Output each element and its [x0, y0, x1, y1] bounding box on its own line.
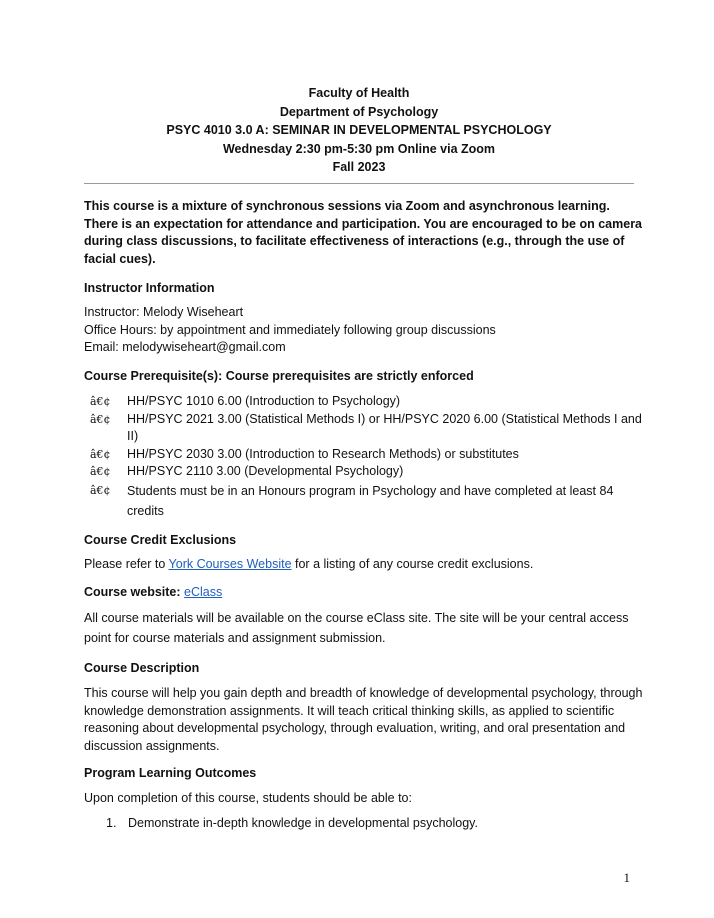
description-heading: Course Description — [84, 661, 200, 675]
department-line: Department of Psychology — [279, 104, 439, 119]
document-header — [84, 84, 634, 177]
bullet-glyph: â€¢ — [90, 395, 111, 408]
list-item: â€¢ Students must be in an Honours program in Psychology and have completed at least 84 credits — [118, 481, 648, 521]
page-number: 1 — [623, 870, 630, 885]
exclusions-paragraph: Please refer to York Courses Website for a listing of any course credit exclusions. — [84, 557, 534, 571]
bullet-glyph: â€¢ — [90, 447, 111, 461]
office-hours: Office Hours: by appointment and immediately following group discussions — [84, 322, 496, 337]
list-item: 1. Demonstrate in-depth knowledge in developmental psychology. — [106, 815, 626, 833]
list-item: â€¢ HH/PSYC 2021 3.00 (Statistical Methods I) or HH/PSYC 2020 6.00 (Statistical Methods I and II) — [90, 411, 642, 444]
instructor-heading: Instructor Information — [84, 281, 215, 295]
list-item: â€¢ HH/PSYC 2030 3.00 (Introduction to Research Methods) or substitutes — [118, 446, 648, 464]
instructor-info — [84, 304, 644, 357]
bullet-glyph: â€¢ — [90, 465, 111, 479]
instructor-name: Instructor: Melody Wiseheart — [84, 305, 244, 319]
instructor-email: Email: melodywiseheart@gmail.com — [84, 340, 286, 355]
intro-paragraph: This course is a mixture of synchronous sessions via Zoom and asynchronous learning. There is an expectation for attendance and participation. You are encouraged to be on camera during class discussions, to facilitate effectiveness of interactions (e.g., through the use of facial cues). — [84, 199, 643, 266]
description-paragraph: This course will help you gain depth and breadth of knowledge of developmental psychology, through knowledge demonstration assignments. It will teach critical thinking skills, as applied to scientific reasoning about developmental psychology, through evaluation, writing, and oral presentation and discussion assignments. — [84, 686, 643, 753]
item-number: 1. — [106, 816, 117, 830]
bullet-glyph: â€¢ — [90, 412, 111, 426]
outcomes-list — [106, 815, 626, 833]
term-line: Fall 2023 — [332, 160, 386, 175]
bullet-glyph: â€¢ — [90, 483, 111, 497]
list-item: â€¢ HH/PSYC 1010 6.00 (Introduction to Psychology) — [118, 393, 648, 411]
schedule-line: Wednesday 2:30 pm-5:30 pm Online via Zoom — [222, 141, 496, 156]
outcomes-heading: Program Learning Outcomes — [84, 766, 257, 780]
course-title: PSYC 4010 3.0 A: SEMINAR IN DEVELOPMENTAL PSYCHOLOGY — [166, 123, 552, 138]
york-courses-link[interactable]: York Courses Website — [168, 557, 292, 571]
exclusions-heading: Course Credit Exclusions — [84, 533, 237, 547]
course-website-line — [84, 584, 644, 602]
course-website-paragraph: All course materials will be available on the course eClass site. The site will be your central access point for course materials and assignment submission. — [84, 611, 629, 645]
outcomes-lead: Upon completion of this course, students should be able to: — [84, 791, 412, 805]
course-website-label: Course website: — [84, 585, 181, 599]
eclass-link[interactable]: eClass — [184, 585, 223, 599]
prerequisites-heading: Course Prerequisite(s): Course prerequisites are strictly enforced — [84, 369, 474, 383]
prerequisites-list — [90, 393, 648, 521]
header-divider — [84, 183, 634, 184]
list-item: â€¢ HH/PSYC 2110 3.00 (Developmental Psychology) — [118, 463, 648, 481]
faculty-line: Faculty of Health — [308, 86, 410, 100]
